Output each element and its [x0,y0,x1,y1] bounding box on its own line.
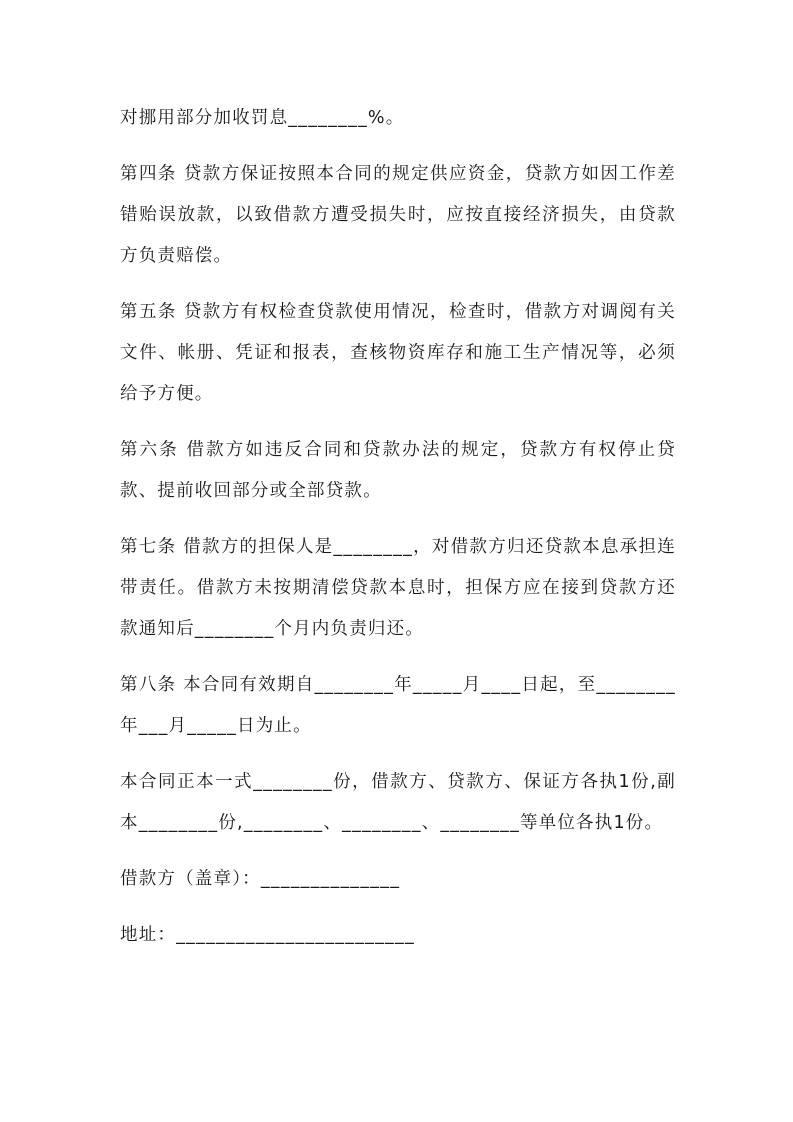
address-line: 地址：________________________ [120,925,415,945]
penalty-interest-clause: 对挪用部分加收罚息________%。 [120,108,405,128]
copies-clause: 本合同正本一式________份，借款方、贷款方、保证方各执1份,副本________份,________、________、________等单位各执1份。 [120,772,676,833]
article-8: 第八条 本合同有效期自________年_____月____日起，至________年___月_____日为止。 [120,675,676,736]
borrower-seal-line: 借款方（盖章）：______________ [120,869,401,889]
article-4: 第四条 贷款方保证按照本合同的规定供应资金，贷款方如因工作差错贻误放款，以致借款方遭受损失时，应按直接经济损失，由贷款方负责赔偿。 [120,164,676,266]
article-5: 第五条 贷款方有权检查贷款使用情况，检查时，借款方对调阅有关文件、帐册、凭证和报表，查核物资库存和施工生产情况等，必须给予方便。 [120,302,676,404]
article-7: 第七条 借款方的担保人是________，对借款方归还贷款本息承担连带责任。借款方未按期清偿贷款本息时，担保方应在接到贷款方还款通知后________个月内负责归还。 [120,537,676,639]
document-page [120,98,676,956]
article-6: 第六条 借款方如违反合同和贷款办法的规定，贷款方有权停止贷款、提前收回部分或全部贷款。 [120,440,676,501]
